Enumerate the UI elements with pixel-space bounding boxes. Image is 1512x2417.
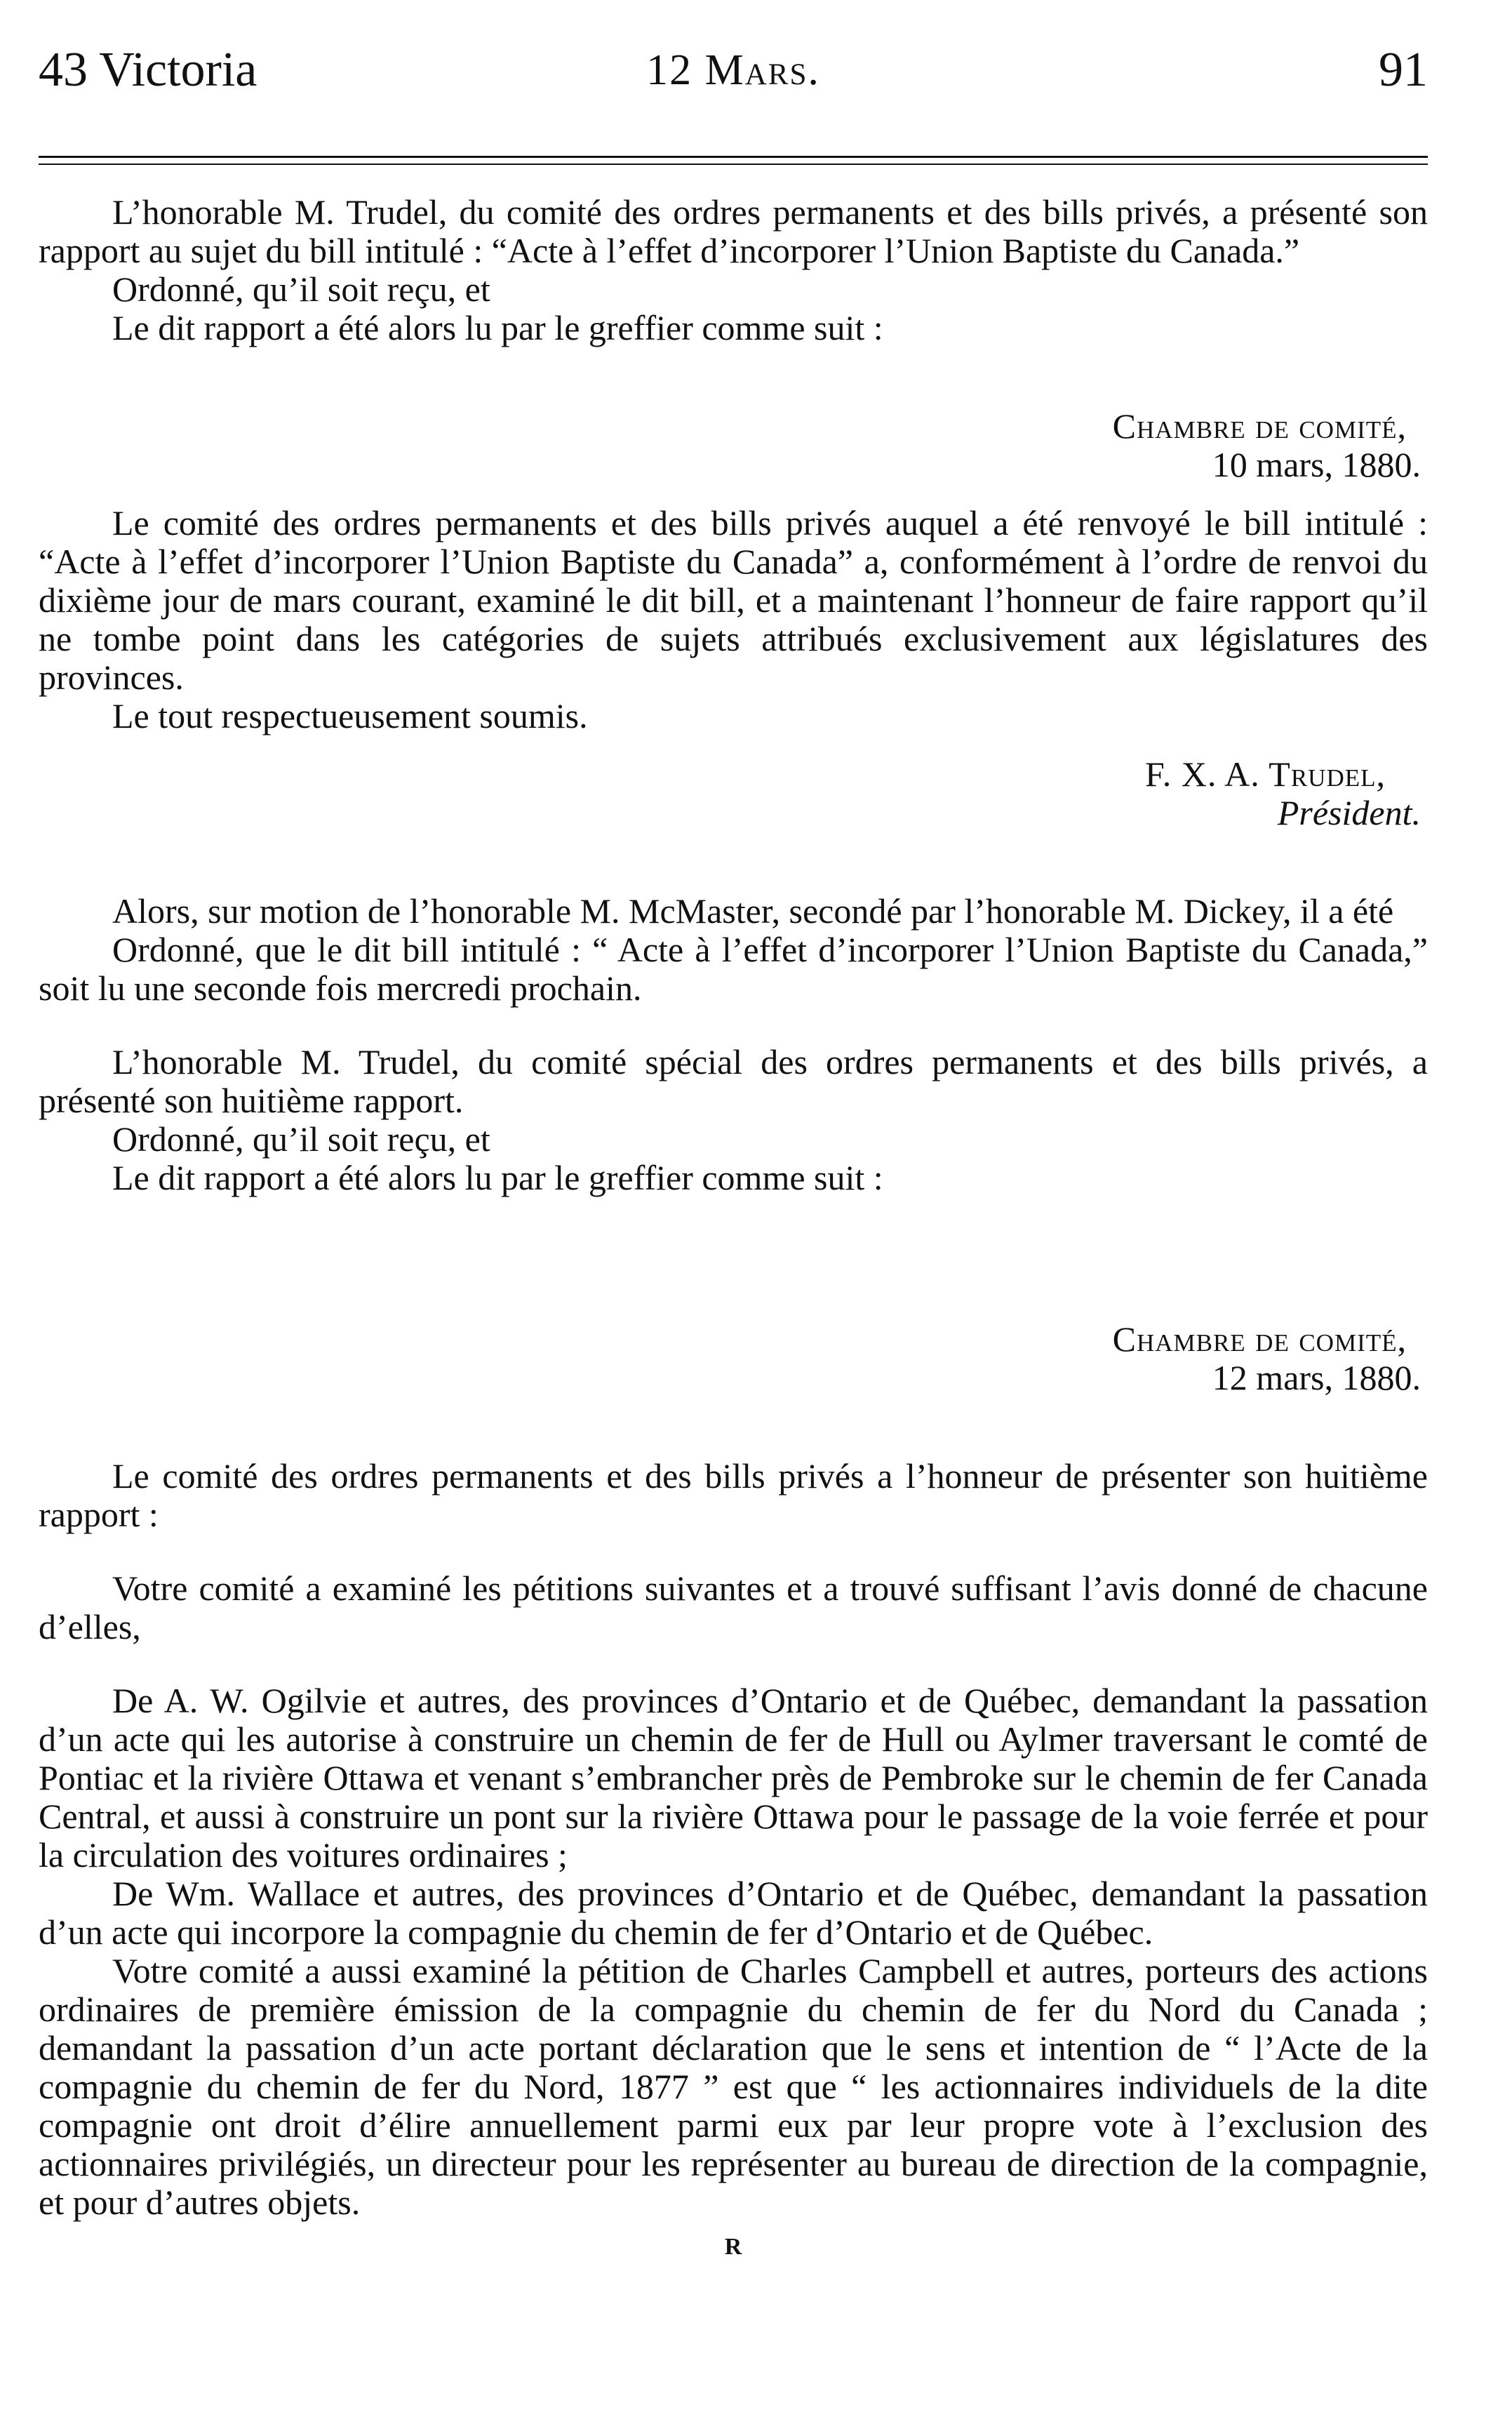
- paragraph: Ordonné, qu’il soit reçu, et: [112, 1119, 490, 1159]
- signature-title: Président.: [1277, 793, 1421, 832]
- signature-name: F. X. A. Trudel,: [1144, 754, 1386, 794]
- paragraph: De A. W. Ogilvie et autres, des provinces d’Ontario et de Québec, demandant la passation d’un acte qui les autorise à construire un chemin de fer de Hull ou Aylmer traversant le comté de Pontiac et la rivière Ottawa et venant s’embrancher près de Pembroke sur le chemin de fer Canada Central, et aussi à construire un pont sur la rivière Ottawa pour le passage de la voie ferrée et pour la circulation des voitures ordinaires ;: [39, 1681, 1428, 1875]
- report-place: Chambre de comité,: [1112, 1319, 1407, 1359]
- header-rule: [39, 156, 1428, 158]
- signature-mark: R: [724, 2234, 742, 2260]
- paragraph: Le dit rapport a été alors lu par le greffier comme suit :: [112, 308, 883, 347]
- page-number: 91: [1379, 43, 1428, 97]
- paragraph: L’honorable M. Trudel, du comité des ordres permanents et des bills privés, a présenté son rapport au sujet du bill intitulé : “Acte à l’effet d’incorporer l’Union Baptiste du Canada.”: [39, 192, 1428, 270]
- paragraph: Le comité des ordres permanents et des bills privés auquel a été renvoyé le bill intitulé : “Acte à l’effet d’incorporer l’Union Baptiste du Canada” a, conformément à l’ordre de renvoi du dixième jour de mars courant, examiné le dit bill, et a maintenant l’honneur de faire rapport qu’il ne tombe point dans les catégories de sujets attribués exclusivement aux législatures des provinces.: [39, 503, 1428, 697]
- paragraph: Votre comité a examiné les pétitions suivantes et a trouvé suffisant l’avis donné de chacune d’elles,: [39, 1569, 1428, 1646]
- paragraph: L’honorable M. Trudel, du comité spécial des ordres permanents et des bills privés, a présenté son huitième rapport.: [39, 1042, 1428, 1120]
- paragraph: Alors, sur motion de l’honorable M. McMaster, secondé par l’honorable M. Dickey, il a été: [112, 891, 1394, 931]
- document-page: [39, 28, 1428, 2266]
- header-date: 12 Mars.: [646, 46, 820, 94]
- paragraph: Le dit rapport a été alors lu par le greffier comme suit :: [112, 1158, 883, 1197]
- document-body: [39, 193, 1428, 2266]
- report-place: Chambre de comité,: [1112, 406, 1407, 446]
- report-date: 10 mars, 1880.: [1212, 445, 1421, 484]
- header-session: 43 Victoria: [39, 43, 257, 97]
- paragraph: Le comité des ordres permanents et des bills privés a l’honneur de présenter son huitième rapport :: [39, 1456, 1428, 1534]
- report-date: 12 mars, 1880.: [1212, 1358, 1421, 1397]
- header-rule-second: [39, 164, 1428, 165]
- paragraph: De Wm. Wallace et autres, des provinces d’Ontario et de Québec, demandant la passation d’un acte qui incorpore la compagnie du chemin de fer d’Ontario et de Québec.: [39, 1874, 1428, 1952]
- running-header: [39, 28, 1428, 112]
- paragraph: Ordonné, que le dit bill intitulé : “ Acte à l’effet d’incorporer l’Union Baptiste du Canada,” soit lu une seconde fois mercredi prochain.: [39, 930, 1428, 1008]
- paragraph: Votre comité a aussi examiné la pétition de Charles Campbell et autres, porteurs des actions ordinaires de première émission de la compagnie du chemin de fer du Nord du Canada ; demandant la passation d’un acte portant déclaration que le sens et intention de “ l’Acte de la compagnie du chemin de fer du Nord, 1877 ” est que “ les actionnaires individuels de la dite compagnie ont droit d’élire annuellement parmi eux par leur propre vote à l’exclusion des actionnaires privilégiés, un directeur pour les représenter au bureau de direction de la compagnie, et pour d’autres objets.: [39, 1951, 1428, 2222]
- paragraph: Ordonné, qu’il soit reçu, et: [112, 269, 490, 309]
- paragraph: Le tout respectueusement soumis.: [112, 696, 588, 735]
